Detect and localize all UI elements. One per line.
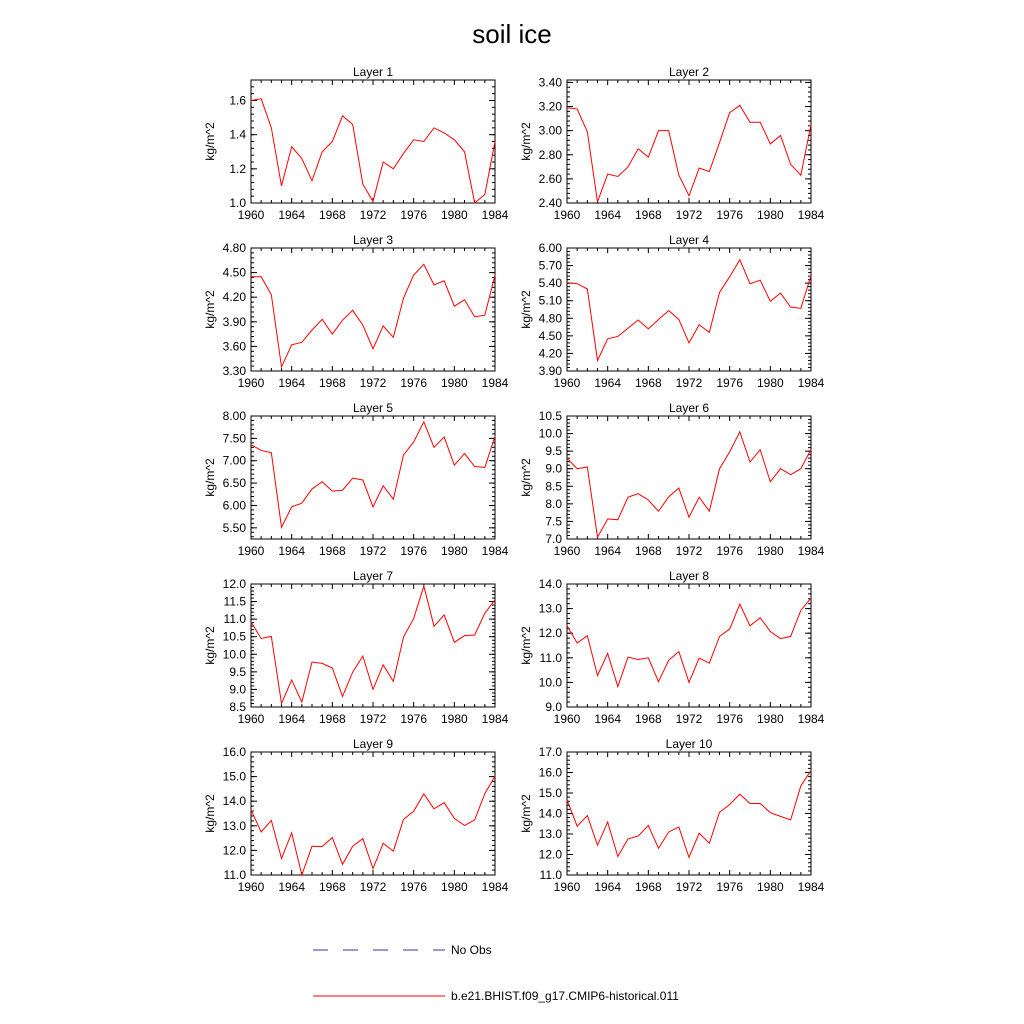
x-tick-label: 1972 (359, 544, 387, 558)
series-line (567, 260, 811, 361)
panel-title: Layer 6 (668, 401, 710, 415)
x-tick-label: 1964 (278, 376, 306, 390)
y-tick-label: 10.5 (222, 629, 246, 644)
x-tick-label: 1960 (553, 208, 581, 222)
y-tick-label: 6.00 (538, 241, 562, 255)
panel-title: Layer 4 (668, 233, 710, 247)
y-tick-label: 6.00 (222, 498, 246, 513)
y-tick-label: 1.4 (229, 127, 246, 142)
series-line (251, 99, 495, 203)
y-tick-label: 9.5 (545, 444, 562, 459)
x-tick-label: 1980 (756, 712, 784, 726)
x-tick-label: 1960 (237, 544, 265, 558)
legend (313, 943, 679, 1003)
x-tick-label: 1964 (278, 208, 306, 222)
y-tick-label: 14.0 (538, 806, 562, 821)
y-axis-label: kg/m^2 (203, 794, 217, 833)
y-tick-label: 3.40 (538, 75, 562, 90)
legend-label-no-obs: No Obs (451, 943, 492, 957)
series-line (251, 776, 495, 875)
y-tick-label: 2.40 (538, 196, 562, 210)
series-line (567, 770, 811, 857)
panel-title: Layer 3 (352, 233, 394, 247)
y-tick-label: 17.0 (538, 745, 562, 759)
x-tick-label: 1972 (359, 208, 387, 222)
x-tick-label: 1984 (481, 712, 509, 726)
x-tick-label: 1984 (481, 376, 509, 390)
x-tick-label: 1972 (359, 376, 387, 390)
series-line (251, 422, 495, 528)
x-tick-label: 1980 (440, 544, 468, 558)
x-tick-label: 1976 (716, 376, 744, 390)
panel-layer-7 (203, 569, 509, 726)
x-tick-label: 1960 (237, 712, 265, 726)
y-tick-label: 2.60 (538, 171, 562, 186)
y-tick-label: 9.0 (545, 461, 562, 476)
x-tick-label: 1984 (481, 880, 509, 894)
y-tick-label: 5.10 (538, 293, 562, 308)
plot-frame (567, 416, 811, 539)
x-tick-label: 1976 (716, 712, 744, 726)
y-tick-label: 12.0 (222, 577, 246, 591)
y-tick-label: 7.5 (545, 514, 562, 529)
x-tick-label: 1960 (237, 208, 265, 222)
x-tick-label: 1964 (594, 544, 622, 558)
panel-title: Layer 5 (352, 401, 394, 415)
y-tick-label: 3.00 (538, 123, 562, 138)
x-tick-label: 1980 (440, 880, 468, 894)
x-tick-label: 1980 (756, 376, 784, 390)
y-tick-label: 2.80 (538, 147, 562, 162)
y-tick-label: 8.5 (229, 700, 246, 714)
x-tick-label: 1972 (675, 544, 703, 558)
x-tick-label: 1984 (797, 880, 825, 894)
x-tick-label: 1964 (278, 880, 306, 894)
y-tick-label: 4.80 (222, 241, 246, 255)
y-axis-label: kg/m^2 (519, 626, 533, 665)
x-tick-label: 1980 (756, 208, 784, 222)
x-tick-label: 1968 (634, 880, 662, 894)
x-tick-label: 1968 (634, 544, 662, 558)
series-line (567, 598, 811, 687)
x-tick-label: 1968 (318, 880, 346, 894)
y-tick-label: 4.20 (222, 290, 246, 305)
x-tick-label: 1984 (481, 544, 509, 558)
y-tick-label: 13.0 (538, 601, 562, 616)
y-tick-label: 4.50 (538, 328, 562, 343)
y-tick-label: 7.00 (222, 453, 246, 468)
series-line (567, 105, 811, 201)
panel-layer-4 (519, 233, 825, 390)
x-tick-label: 1984 (797, 376, 825, 390)
plot-frame (567, 248, 811, 371)
x-tick-label: 1980 (440, 208, 468, 222)
x-tick-label: 1976 (400, 544, 428, 558)
y-tick-label: 16.0 (222, 745, 246, 759)
x-tick-label: 1964 (594, 376, 622, 390)
panel-title: Layer 1 (352, 65, 394, 79)
y-tick-label: 11.0 (223, 612, 246, 627)
x-tick-label: 1984 (797, 544, 825, 558)
y-tick-label: 15.0 (538, 786, 562, 800)
x-tick-label: 1960 (237, 880, 265, 894)
panel-layer-3 (203, 233, 509, 390)
y-tick-label: 12.0 (538, 626, 562, 641)
y-tick-label: 8.5 (545, 479, 562, 494)
x-tick-label: 1972 (359, 712, 387, 726)
y-tick-label: 3.20 (538, 99, 562, 114)
legend-label-model: b.e21.BHIST.f09_g17.CMIP6-historical.011 (451, 989, 679, 1003)
x-tick-label: 1960 (553, 376, 581, 390)
x-tick-label: 1968 (318, 376, 346, 390)
x-tick-label: 1968 (634, 208, 662, 222)
y-tick-label: 1.2 (229, 161, 246, 176)
x-tick-label: 1976 (716, 544, 744, 558)
y-tick-label: 14.0 (222, 794, 246, 809)
x-tick-label: 1960 (237, 376, 265, 390)
y-tick-label: 3.60 (222, 339, 246, 354)
y-tick-label: 3.30 (222, 364, 246, 378)
x-tick-label: 1984 (481, 208, 509, 222)
x-tick-label: 1976 (716, 880, 744, 894)
y-axis-label: kg/m^2 (519, 290, 533, 329)
series-line (251, 586, 495, 703)
x-tick-label: 1980 (756, 544, 784, 558)
y-tick-label: 4.80 (538, 311, 562, 326)
x-tick-label: 1964 (278, 712, 306, 726)
figure-title: soil ice (472, 19, 552, 49)
x-tick-label: 1976 (400, 376, 428, 390)
y-tick-label: 10.5 (538, 409, 562, 423)
x-tick-label: 1968 (634, 712, 662, 726)
y-axis-label: kg/m^2 (203, 122, 217, 161)
y-tick-label: 10.0 (538, 675, 562, 690)
x-tick-label: 1976 (400, 880, 428, 894)
panel-layer-9 (203, 737, 509, 894)
y-tick-label: 11.0 (539, 650, 562, 665)
y-axis-label: kg/m^2 (203, 626, 217, 665)
y-tick-label: 7.50 (222, 431, 246, 446)
y-axis-label: kg/m^2 (203, 290, 217, 329)
x-tick-label: 1972 (675, 208, 703, 222)
x-tick-label: 1964 (278, 544, 306, 558)
y-tick-label: 5.40 (538, 276, 562, 291)
plot-frame (251, 80, 495, 203)
x-tick-label: 1968 (634, 376, 662, 390)
y-tick-label: 5.70 (538, 258, 562, 273)
y-tick-label: 8.00 (222, 409, 246, 423)
panel-title: Layer 9 (352, 737, 394, 751)
x-tick-label: 1976 (400, 712, 428, 726)
y-tick-label: 9.5 (229, 664, 246, 679)
x-tick-label: 1984 (797, 712, 825, 726)
series-line (567, 432, 811, 537)
y-tick-label: 5.50 (222, 520, 246, 535)
x-tick-label: 1976 (716, 208, 744, 222)
panel-grid (203, 65, 825, 894)
series-line (251, 264, 495, 367)
y-tick-label: 3.90 (538, 364, 562, 378)
plot-frame (251, 416, 495, 539)
x-tick-label: 1980 (440, 712, 468, 726)
panel-layer-10 (519, 737, 825, 894)
x-tick-label: 1964 (594, 712, 622, 726)
x-tick-label: 1960 (553, 544, 581, 558)
y-tick-label: 11.5 (223, 594, 246, 609)
panel-title: Layer 7 (352, 569, 394, 583)
y-tick-label: 16.0 (538, 765, 562, 780)
y-tick-label: 10.0 (538, 426, 562, 441)
panel-layer-8 (519, 569, 825, 726)
x-tick-label: 1976 (400, 208, 428, 222)
y-tick-label: 9.0 (545, 700, 562, 714)
y-tick-label: 13.0 (222, 818, 246, 833)
panel-layer-6 (519, 401, 825, 558)
x-tick-label: 1972 (675, 880, 703, 894)
y-tick-label: 12.0 (222, 843, 246, 858)
panel-layer-2 (519, 65, 825, 222)
plot-frame (251, 752, 495, 875)
y-tick-label: 4.20 (538, 346, 562, 361)
y-tick-label: 6.50 (222, 476, 246, 491)
x-tick-label: 1980 (756, 880, 784, 894)
y-tick-label: 11.0 (223, 868, 246, 882)
y-axis-label: kg/m^2 (519, 458, 533, 497)
y-tick-label: 13.0 (538, 827, 562, 841)
panel-layer-5 (203, 401, 509, 558)
x-tick-label: 1972 (675, 376, 703, 390)
y-tick-label: 15.0 (222, 769, 246, 784)
y-tick-label: 12.0 (538, 847, 562, 862)
y-tick-label: 9.0 (229, 682, 246, 697)
y-tick-label: 10.0 (222, 647, 246, 662)
x-tick-label: 1964 (594, 208, 622, 222)
x-tick-label: 1972 (675, 712, 703, 726)
x-tick-label: 1984 (797, 208, 825, 222)
x-tick-label: 1968 (318, 208, 346, 222)
y-tick-label: 3.90 (222, 314, 246, 329)
x-tick-label: 1972 (359, 880, 387, 894)
y-axis-label: kg/m^2 (519, 794, 533, 833)
x-tick-label: 1960 (553, 880, 581, 894)
x-tick-label: 1960 (553, 712, 581, 726)
panel-title: Layer 8 (668, 569, 710, 583)
panel-title: Layer 10 (665, 737, 713, 751)
y-tick-label: 14.0 (538, 577, 562, 591)
x-tick-label: 1980 (440, 376, 468, 390)
y-tick-label: 8.0 (545, 496, 562, 511)
y-axis-label: kg/m^2 (519, 122, 533, 161)
y-tick-label: 4.50 (222, 265, 246, 280)
panel-layer-1 (203, 65, 509, 222)
y-tick-label: 1.6 (229, 93, 246, 108)
x-tick-label: 1968 (318, 544, 346, 558)
y-tick-label: 7.0 (545, 532, 562, 546)
panel-title: Layer 2 (668, 65, 710, 79)
y-tick-label: 11.0 (539, 868, 562, 882)
y-axis-label: kg/m^2 (203, 458, 217, 497)
x-tick-label: 1964 (594, 880, 622, 894)
y-tick-label: 1.0 (229, 196, 246, 210)
plot-frame (567, 584, 811, 707)
x-tick-label: 1968 (318, 712, 346, 726)
